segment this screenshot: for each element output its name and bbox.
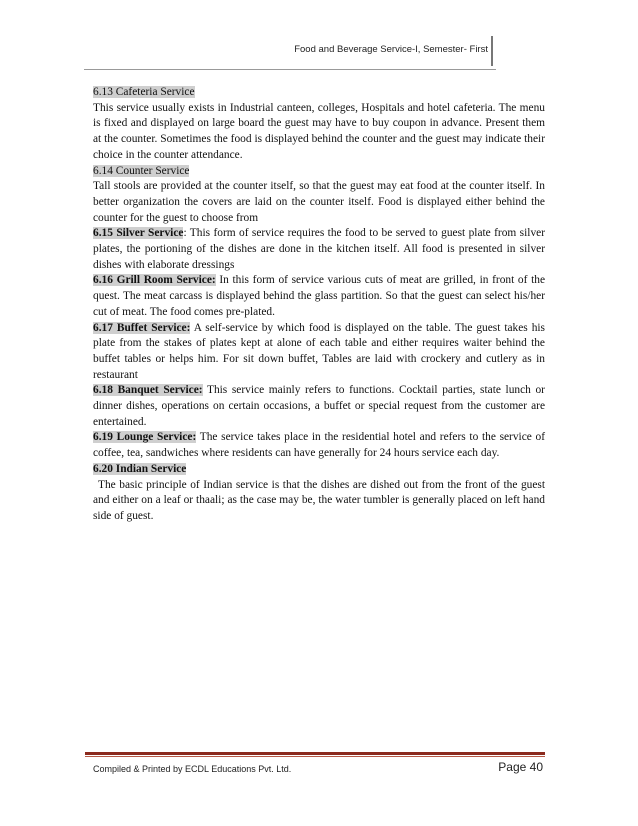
section-6-19 [93, 430, 545, 461]
header-horizontal-rule [84, 69, 496, 70]
section-6-13 [93, 85, 545, 164]
section-heading: 6.19 Lounge Service: [93, 431, 197, 444]
section-body: This service usually exists in Industrial canteen, colleges, Hospitals and hotel cafeteria. The menu is fixed and displayed on large board the guest may have to buy coupon in advance. Present them at the counter. Sometimes the food is displayed behind the counter and the guest may indicate their choice in the counter attendance. [93, 101, 545, 161]
section-6-15 [93, 226, 545, 273]
section-heading: 6.13 Cafeteria Service [93, 86, 195, 98]
page-number: Page 40 [498, 760, 543, 774]
section-6-20 [93, 462, 545, 478]
section-body: : This form of service requires the food to be served to guest plate from silver plates, the portioning of the dishes are done in the kitchen itself. All food is presented in silver dishes with elaborate dressings [93, 227, 545, 271]
footer-publisher: Compiled & Printed by ECDL Educations Pvt. Ltd. [93, 764, 292, 774]
footer-rule-thin [85, 756, 545, 757]
section-heading: 6.15 Silver Service [93, 227, 184, 240]
section-body: In this form of service various cuts of meat are grilled, in front of the quest. The meat carcass is displayed behind the glass partition. So that the guest can select his/her cut of meat. The food comes pre-plated. [93, 274, 545, 318]
section-heading: 6.16 Grill Room Service: [93, 274, 216, 287]
section-6-14 [93, 164, 545, 227]
main-text [93, 85, 545, 525]
section-heading: 6.18 Banquet Service: [93, 384, 203, 397]
section-body: The basic principle of Indian service is that the dishes are dished out from the front of the guest and either on a leaf or thaali; as the case may be, the water tumbler is generally placed on left hand side of guest. [93, 478, 545, 522]
footer-rule [85, 752, 545, 755]
section-6-18 [93, 383, 545, 430]
section-body: Tall stools are provided at the counter itself, so that the guest may eat food at the counter itself. In better organization the covers are laid on the counter itself. Food is displayed either behind the counter for the guest to choose from [93, 180, 545, 224]
section-6-17 [93, 321, 545, 384]
section-heading: 6.17 Buffet Service: [93, 321, 191, 334]
running-header: Food and Beverage Service-I, Semester- First [294, 44, 488, 55]
section-body: This service mainly refers to functions. Cocktail parties, state lunch or dinner dishes, operations on certain occasions, a buffet or special request from the customer are entertained. [93, 384, 545, 428]
section-body: A self-service by which food is displayed on the table. The guest takes his plate from the stakes of plates kept at alone of each table and either requires waiter behind the buffet tables or helps him. For sit down buffet, Tables are laid with crockery and cutlery as in restaurant [93, 321, 545, 381]
section-heading: 6.14 Counter Service [93, 164, 190, 177]
section-heading: 6.20 Indian Service [93, 462, 187, 475]
section-6-16 [93, 273, 545, 320]
header-vertical-rule [491, 36, 493, 66]
section-body: The service takes place in the residential hotel and refers to the service of coffee, tea, sandwiches where residents can have generally for 24 hours service each day. [93, 431, 545, 460]
section-6-20-body [93, 478, 545, 525]
